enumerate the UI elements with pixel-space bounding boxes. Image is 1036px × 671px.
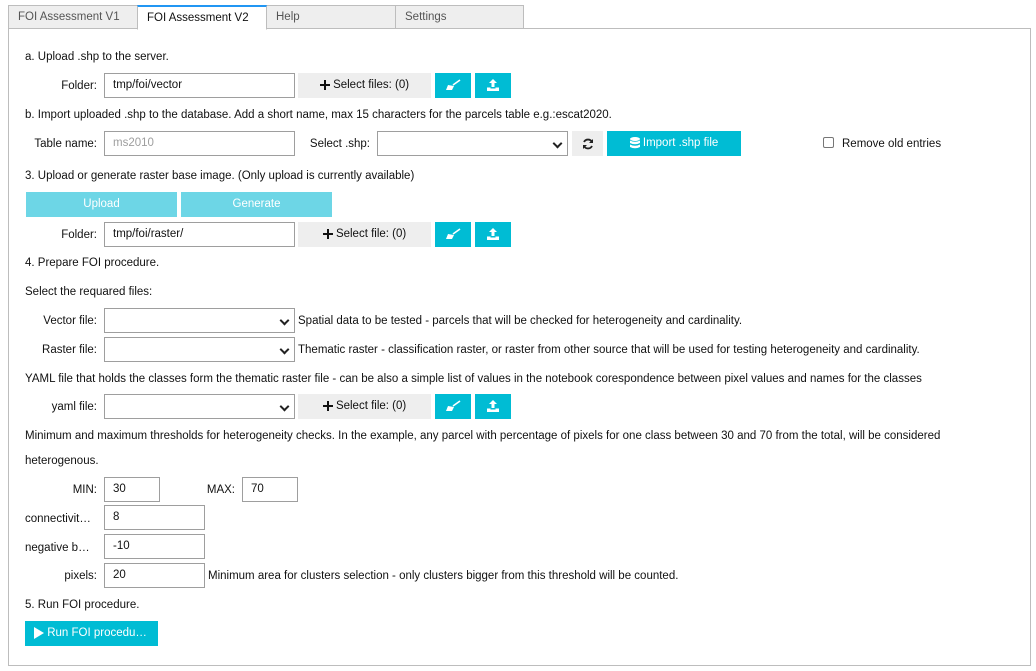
broom-icon	[445, 400, 461, 412]
select-shp-dropdown[interactable]	[377, 131, 568, 156]
tab-settings[interactable]	[395, 5, 524, 29]
tab-label: Settings	[405, 11, 447, 23]
negative-buffer-label: negative b…	[25, 542, 90, 554]
thresholds-description-cont: heterogenous.	[25, 455, 99, 467]
pixels-label: pixels:	[64, 570, 97, 582]
database-icon	[630, 137, 640, 149]
clear-yaml-button[interactable]	[435, 394, 471, 419]
negative-buffer-input[interactable]: -10	[104, 534, 205, 559]
select-file-label: Select file: (0)	[335, 400, 407, 412]
max-input[interactable]: 70	[242, 477, 298, 502]
vector-file-dropdown[interactable]	[104, 308, 295, 333]
generate-toggle-button[interactable]: Generate	[181, 192, 332, 217]
section-a-heading: a. Upload .shp to the server.	[25, 51, 169, 63]
section-4-heading: 4. Prepare FOI procedure.	[25, 257, 160, 269]
raster-folder-label: Folder:	[61, 229, 97, 241]
max-label: MAX:	[206, 484, 235, 496]
tab-label: FOI Assessment V1	[18, 11, 120, 23]
min-label: MIN:	[72, 484, 97, 496]
run-foi-label: Run FOI procedu…	[47, 627, 147, 639]
yaml-file-dropdown[interactable]	[104, 394, 295, 419]
pixels-description: Minimum area for clusters selection - only clusters bigger from this threshold will be counted.	[208, 570, 679, 582]
upload-files-button[interactable]	[475, 73, 511, 98]
table-name-input[interactable]: ms2010	[104, 131, 295, 156]
section-b-heading: b. Import uploaded .shp to the database. Add a short name, max 15 characters for the parcels table e.g.:escat2020.	[25, 109, 612, 121]
tab-label: FOI Assessment V2	[147, 12, 249, 24]
upload-toggle-button[interactable]: Upload	[26, 192, 177, 217]
upload-icon	[487, 79, 499, 91]
folder-label: Folder:	[61, 80, 97, 92]
select-file-label: Select file: (0)	[335, 228, 407, 240]
remove-old-label: Remove old entries	[842, 138, 942, 150]
plus-icon	[323, 229, 333, 239]
tab-foi-assessment-v1[interactable]	[8, 5, 138, 29]
clear-raster-button[interactable]	[435, 222, 471, 247]
clear-files-button[interactable]	[435, 73, 471, 98]
select-shp-label: Select .shp:	[309, 138, 370, 150]
raster-file-dropdown[interactable]	[104, 337, 295, 362]
yaml-file-label: yaml file:	[51, 401, 97, 413]
select-files-label: Select files: (0)	[333, 79, 410, 91]
broom-icon	[445, 79, 461, 91]
select-files-heading: Select the requared files:	[25, 286, 153, 298]
section-5-heading: 5. Run FOI procedure.	[25, 599, 140, 611]
plus-icon	[323, 401, 333, 411]
plus-icon	[320, 80, 330, 90]
section-3-heading: 3. Upload or generate raster base image. (Only upload is currently available)	[25, 170, 415, 182]
raster-folder-input[interactable]: tmp/foi/raster/	[104, 222, 295, 247]
select-yaml-file-button[interactable]	[298, 394, 431, 419]
import-shp-label: Import .shp file	[642, 137, 719, 149]
vector-file-label: Vector file:	[43, 315, 97, 327]
connectivity-label: connectivit…	[25, 513, 91, 525]
remove-old-checkbox[interactable]	[823, 137, 834, 148]
yaml-heading: YAML file that holds the classes form the thematic raster file - can be also a simple list of values in the notebook corespondence between pixel values and names for the classes	[25, 373, 922, 385]
broom-icon	[445, 228, 461, 240]
min-input[interactable]: 30	[104, 477, 160, 502]
raster-file-description: Thematic raster - classification raster, or raster from other source that will be used for testing heterogeneity and cardinality.	[298, 344, 920, 356]
thresholds-description: Minimum and maximum thresholds for heterogeneity checks. In the example, any parcel with percentage of pixels for one class between 30 and 70 from the total, will be considered	[25, 430, 941, 442]
raster-file-label: Raster file:	[42, 344, 97, 356]
vector-folder-input[interactable]: tmp/foi/vector	[104, 73, 295, 98]
select-files-button[interactable]	[298, 73, 431, 98]
run-foi-button[interactable]	[25, 621, 158, 646]
refresh-button[interactable]	[572, 131, 603, 156]
upload-icon	[487, 228, 499, 240]
select-raster-file-button[interactable]	[298, 222, 431, 247]
tab-foi-assessment-v2[interactable]	[137, 5, 267, 30]
tab-help[interactable]	[266, 5, 396, 29]
tab-label: Help	[276, 11, 300, 23]
table-name-label: Table name:	[34, 138, 97, 150]
import-shp-button[interactable]	[607, 131, 741, 156]
refresh-icon	[582, 138, 594, 150]
connectivity-input[interactable]: 8	[104, 505, 205, 530]
upload-raster-button[interactable]	[475, 222, 511, 247]
upload-yaml-button[interactable]	[475, 394, 511, 419]
upload-icon	[487, 400, 499, 412]
play-icon	[34, 627, 44, 639]
pixels-input[interactable]: 20	[104, 563, 205, 588]
vector-file-description: Spatial data to be tested - parcels that will be checked for heterogeneity and cardinality.	[298, 315, 743, 327]
